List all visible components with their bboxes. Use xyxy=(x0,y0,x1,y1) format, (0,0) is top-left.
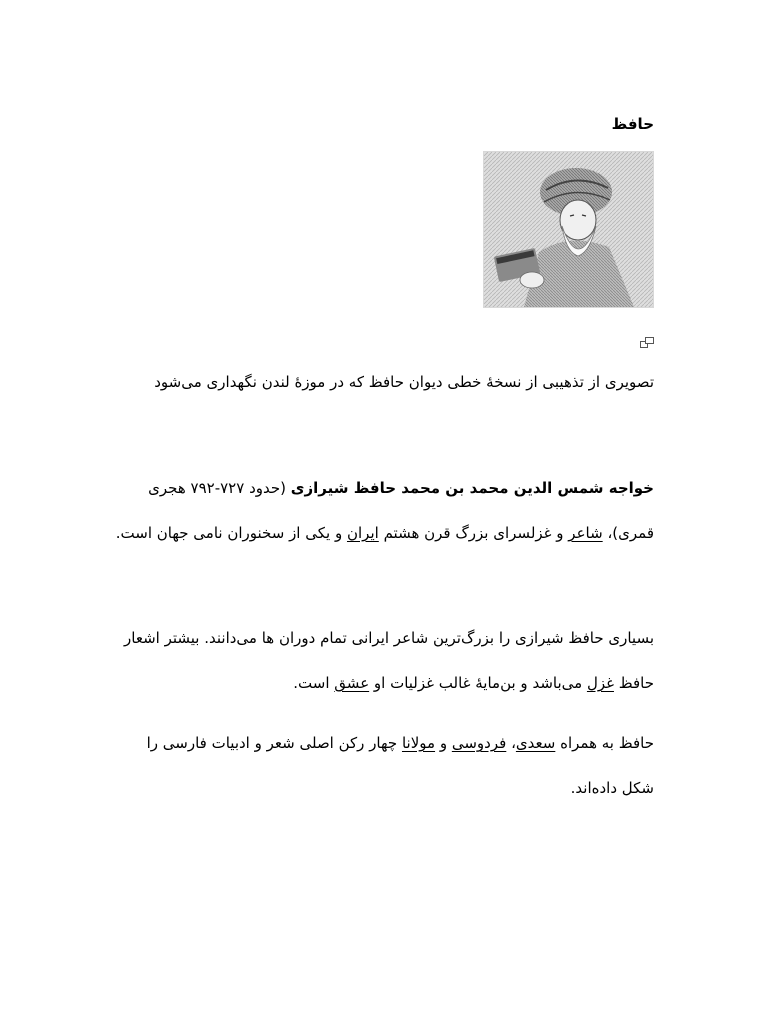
link-love[interactable]: عشق xyxy=(334,674,370,692)
link-ghazal[interactable]: غزل xyxy=(586,674,614,692)
pillars-text-2: ، xyxy=(506,734,516,752)
intro-bold-name: خواجه شمس الدین محمد بن محمد حافظ شیرازی xyxy=(290,479,654,497)
pillars-text-4: چهار رکن اصلی شعر و ادبیات فارسی را شکل داده‌اند. xyxy=(146,734,654,797)
popular-text-3: است. xyxy=(293,674,335,692)
popular-text-2: می‌باشد و بن‌مایهٔ غالب غزلیات او xyxy=(369,674,587,692)
popularity-paragraph xyxy=(114,616,654,706)
intro-text-1: (حدود ۷۲۷-۷۹۲ هجری قمری)، xyxy=(148,479,654,542)
hafez-portrait-image[interactable] xyxy=(483,151,654,308)
intro-text-3: و یکی از سخنوران نامی جهان است. xyxy=(115,524,347,542)
article-title: حافظ xyxy=(611,115,654,133)
image-caption: تصویری از تذهیبی از نسخهٔ خطی دیوان حافظ که در موزهٔ لندن نگهداری می‌شود xyxy=(154,373,654,391)
enlarge-icon[interactable] xyxy=(640,337,654,349)
popular-text-1: بسیاری حافظ شیرازی را بزرگ‌ترین شاعر ایرانی تمام دوران ها می‌دانند. بیشتر اشعار حافظ xyxy=(124,629,654,692)
link-poet[interactable]: شاعر xyxy=(568,524,603,542)
pillars-paragraph xyxy=(114,721,654,811)
pillars-text-1: حافظ به همراه xyxy=(555,734,654,752)
intro-paragraph xyxy=(114,466,654,556)
intro-text-2: و غزلسرای بزرگ قرن هشتم xyxy=(378,524,569,542)
link-saadi[interactable]: سعدی xyxy=(515,734,556,752)
link-molana[interactable]: مولانا xyxy=(401,734,436,752)
link-iran[interactable]: ایران xyxy=(346,524,379,542)
link-ferdowsi[interactable]: فردوسی xyxy=(451,734,507,752)
pillars-text-3: و xyxy=(435,734,452,752)
portrait-drawing xyxy=(484,152,653,307)
